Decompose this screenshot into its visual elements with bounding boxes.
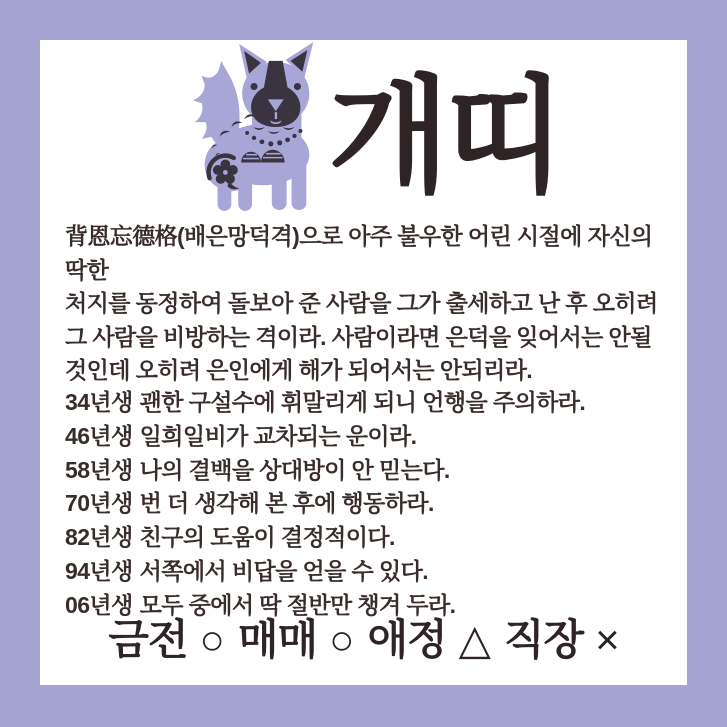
birth-year-label: 70년생 (65, 490, 133, 517)
year-fortune-text: 친구의 도움이 결정적이다. (139, 524, 395, 551)
year-fortune-line (65, 454, 670, 488)
intro-line: 背恩忘德格(배은망덕격)으로 아주 불우한 어린 시절에 자신의 딱한 (65, 223, 653, 283)
year-fortune-text: 번 더 생각해 본 후에 행동하라. (139, 490, 434, 517)
zodiac-title: 개띠 (328, 66, 562, 207)
year-fortune-text: 모두 중에서 딱 절반만 챙겨 두라. (139, 591, 456, 618)
year-fortune-line (65, 487, 670, 521)
birth-year-label: 82년생 (65, 524, 133, 551)
year-fortune-line (65, 386, 670, 420)
cross-symbol: × (595, 616, 619, 663)
intro-line: 것인데 오히려 은인에게 해가 되어서는 안되리라. (65, 357, 533, 383)
year-fortune-list (65, 386, 670, 623)
birth-year-label: 58년생 (65, 456, 133, 483)
summary-label-work: 직장 (503, 616, 584, 663)
fortune-intro-paragraph (65, 220, 670, 388)
summary-label-love: 애정 (367, 616, 447, 663)
year-fortune-text: 괜한 구설수에 휘말리게 되니 언행을 주의하라. (139, 389, 586, 415)
triangle-symbol: △ (458, 616, 490, 663)
circle-symbol: ○ (329, 616, 354, 663)
birth-year-label: 94년생 (65, 557, 133, 584)
birth-year-label: 46년생 (65, 422, 133, 449)
birth-year-label: 06년생 (65, 591, 133, 618)
year-fortune-text: 일희일비가 교차되는 운이라. (139, 422, 417, 449)
summary-label-trade: 매매 (237, 616, 318, 663)
year-fortune-line (65, 420, 670, 454)
year-fortune-text: 나의 결백을 상대방이 안 믿는다. (139, 456, 450, 483)
fortune-card (40, 40, 687, 685)
intro-line: 그 사람을 비방하는 격이라. 사람이라면 은덕을 잊어서는 안될 (65, 323, 652, 350)
summary-label-money: 금전 (108, 616, 188, 663)
circle-symbol: ○ (199, 616, 224, 663)
year-fortune-text: 서쪽에서 비답을 얻을 수 있다. (139, 557, 428, 584)
category-summary-line (40, 614, 687, 666)
year-fortune-line (65, 555, 670, 589)
birth-year-label: 34년생 (65, 389, 133, 415)
intro-line: 처지를 동정하여 돌보아 준 사람을 그가 출세하고 난 후 오히려 (65, 290, 658, 316)
year-fortune-line (65, 521, 670, 555)
dog-zodiac-illustration (176, 38, 334, 216)
